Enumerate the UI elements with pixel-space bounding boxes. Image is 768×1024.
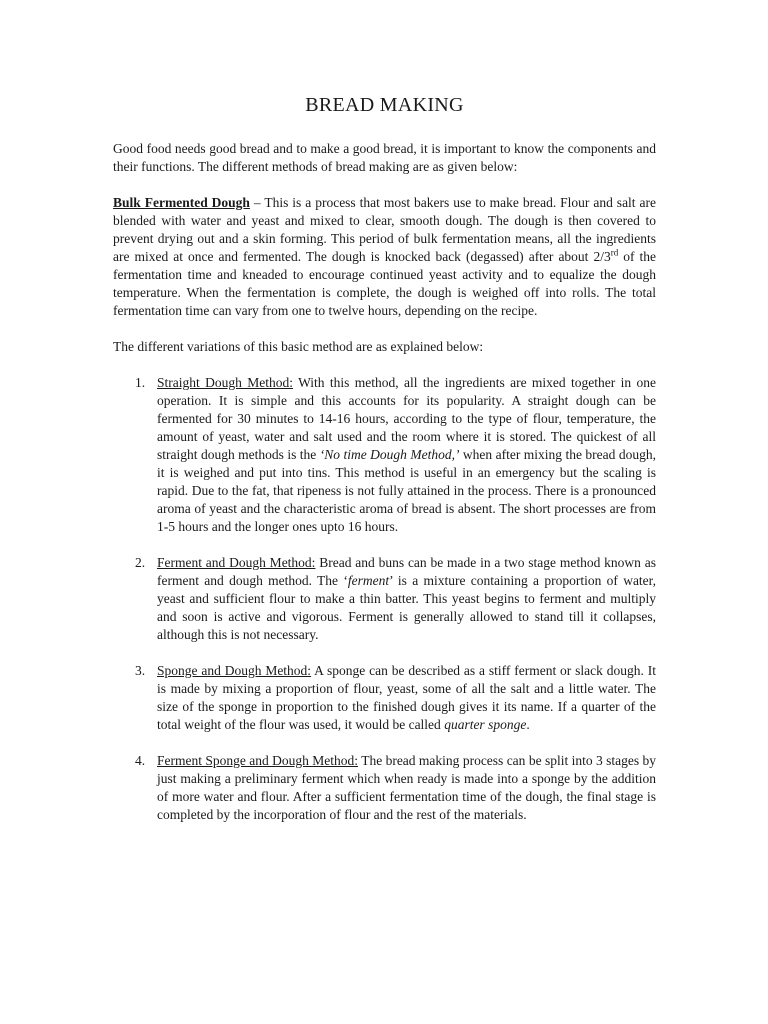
bulk-superscript: rd: [610, 247, 619, 258]
method-italic: ‘No time Dough Method,’: [319, 447, 460, 462]
method-item-ferment-and-dough: [113, 554, 656, 644]
bulk-text-a: – This is a process that most bakers use to make bread. Flour and salt are blended with water and yeast and mixed to clear, smooth dough. The dough is then covered to prevent drying out and a skin forming. This period of bulk fermentation means, all the ingredients are mixed at once and fermented. The dough is knocked back (degassed) after about 2/3: [113, 195, 656, 264]
variations-intro: The different variations of this basic method are as explained below:: [113, 339, 484, 354]
bulk-fermented-paragraph: [113, 194, 656, 320]
method-italic: ferment: [347, 573, 390, 588]
method-text-a: With this method, all the ingredients are mixed together in one operation. It is simple and this accounts for its popularity. A straight dough can be fermented for 30 minutes to 14-16 hours, according to the type of flour, temperature, the amount of yeast, water and salt used and the room where it is stored. The quickest of all straight dough methods is the: [157, 375, 656, 462]
method-text-a: The bread making process can be split into 3 stages by just making a preliminary ferment which when ready is made into a sponge by the addition of more water and flour. After a sufficient fermentation time of the dough, the final stage is completed by the incorporation of flour and the rest of the materials.: [157, 753, 657, 822]
method-text-b: ’ is a mixture containing a proportion of water, yeast and sufficient flour to make a thin batter. This yeast begins to ferment and multiply and soon is active and vigorous. Ferment is generally allowed to stand till it collapses, although this is not necessary.: [157, 573, 657, 642]
method-heading: Sponge and Dough Method:: [157, 663, 312, 678]
method-text-b: when after mixing the bread dough, it is weighed and put into tins. This method is useful in an emergency but the scaling is rapid. Due to the fat, that ripeness is not fully attained in the process. There is a pronounced aroma of yeast and the characteristic aroma of bread is absent. The short processes are from 1-5 hours and the longer ones upto 16 hours.: [157, 447, 656, 534]
method-text: [157, 374, 656, 536]
method-number: 4.: [135, 753, 146, 768]
method-text-b: .: [526, 717, 530, 732]
method-text: [157, 752, 656, 824]
bulk-text-b: of the fermentation time and kneaded to encourage continued yeast activity and to equalize the dough temperature. When the fermentation is complete, the dough is weighed off into rolls. The total fermentation time can vary from one to twelve hours, depending on the recipe.: [113, 249, 656, 318]
method-heading: Ferment Sponge and Dough Method:: [157, 753, 359, 768]
method-text-a: A sponge can be described as a stiff ferment or slack dough. It is made by mixing a proportion of flour, yeast, some of all the salt and a little water. The size of the sponge in proportion to the finished dough gives it its name. If a quarter of the total weight of the flour was used, it would be called: [157, 663, 656, 732]
method-item-sponge-and-dough: [113, 662, 656, 734]
method-heading: Ferment and Dough Method:: [157, 555, 316, 570]
method-text: [157, 554, 656, 644]
document-page: [113, 92, 656, 842]
method-text-a: Bread and buns can be made in a two stage method known as ferment and dough method. The ‘: [157, 555, 656, 588]
method-item-ferment-sponge-and-dough: [113, 752, 656, 824]
page-title: BREAD MAKING: [305, 94, 464, 116]
method-number: 2.: [135, 555, 146, 570]
method-number: 1.: [135, 375, 146, 390]
intro-paragraph: Good food needs good bread and to make a good bread, it is important to know the components and their functions. The different methods of bread making are as given below:: [113, 141, 656, 174]
method-item-straight-dough: [113, 374, 656, 536]
methods-list: [113, 374, 656, 824]
method-text: [157, 662, 656, 734]
method-number: 3.: [135, 663, 146, 678]
bulk-fermented-heading: Bulk Fermented Dough: [113, 195, 250, 210]
method-heading: Straight Dough Method:: [157, 375, 293, 390]
method-italic: quarter sponge: [444, 717, 527, 732]
